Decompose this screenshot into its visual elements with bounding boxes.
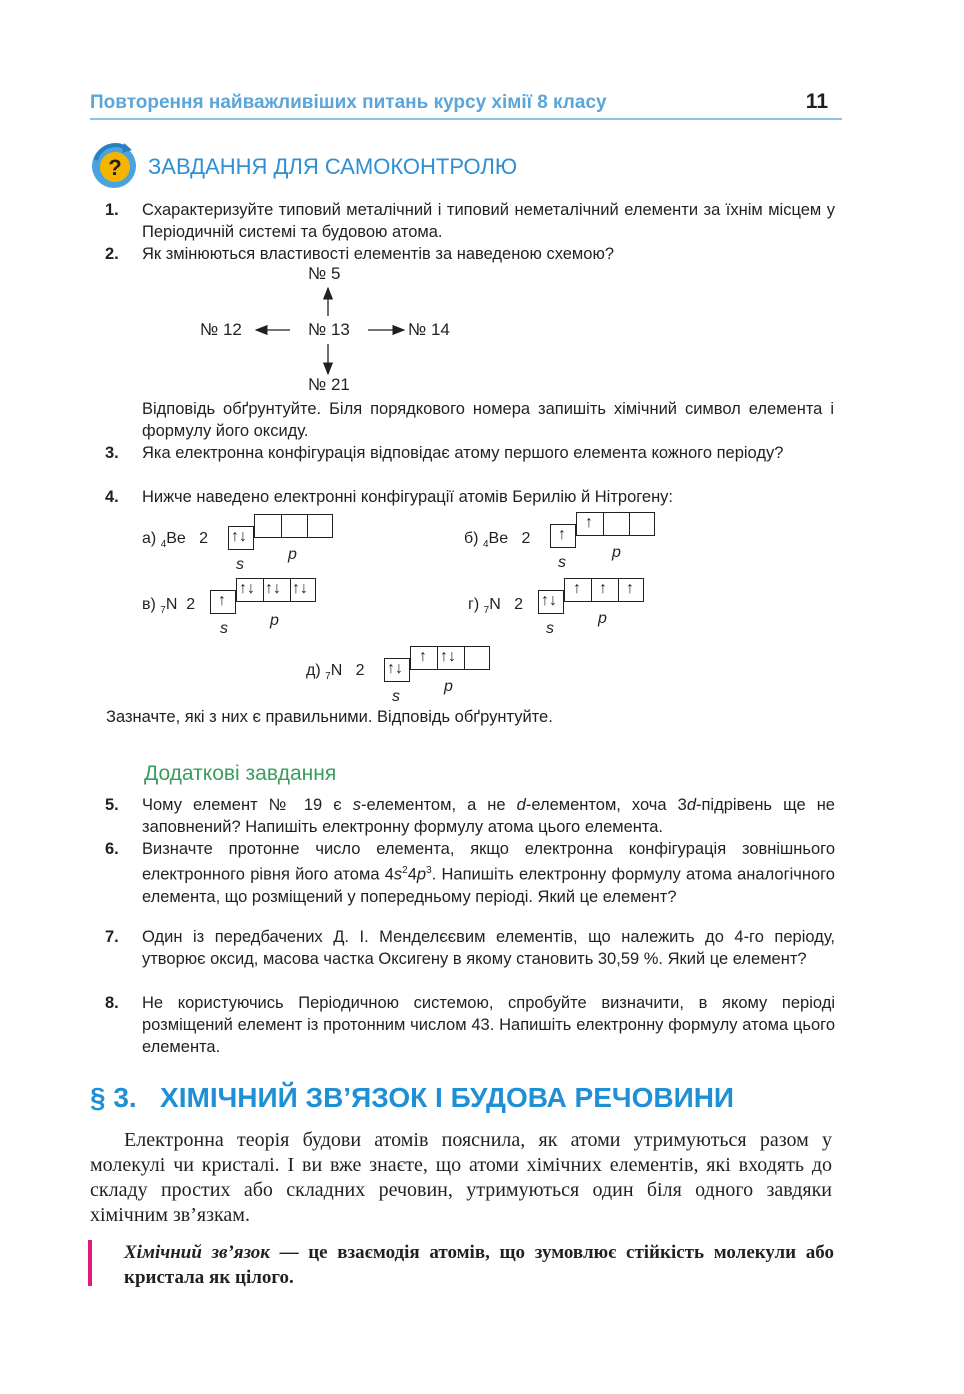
task-3 xyxy=(105,442,835,486)
config-d-label: д) $_7$N 2 xyxy=(306,662,365,682)
definition-term: Хімічний зв’язок xyxy=(124,1242,270,1263)
task-number: 1. xyxy=(105,201,119,219)
config-b-label: б) $_4$Be 2 xyxy=(464,530,531,550)
task-number: 2. xyxy=(105,245,119,263)
section-title: § 3. ХІМІЧНИЙ ЗВ’ЯЗОК І БУДОВА РЕЧОВИНИ xyxy=(90,1082,735,1113)
scheme-bottom: № 21 xyxy=(308,375,350,394)
s-label: s xyxy=(546,620,554,637)
task-number: 5. xyxy=(105,796,119,814)
definition-marker xyxy=(88,1240,92,1286)
task-7 xyxy=(105,926,835,992)
task-number: 7. xyxy=(105,928,119,946)
scheme-right: № 14 xyxy=(408,320,450,339)
scheme-top: № 5 xyxy=(308,264,341,283)
header-title: Повторення найважливіших питань курсу хімії 8 класу xyxy=(90,92,607,113)
config-a-label: а) $_4$Be 2 xyxy=(142,530,209,550)
definition xyxy=(124,1240,834,1290)
p-label: p xyxy=(444,678,453,695)
task4-followup: Зазначте, які з них є правильними. Відповідь обґрунтуйте. xyxy=(106,708,553,726)
task-text: Яка електронна конфігурація відповідає атому першого елемента кожного періоду? xyxy=(142,444,784,462)
task-4 xyxy=(105,486,835,508)
p-orbital-cells xyxy=(254,514,333,538)
p-orbital-cells: ↑↓ ↑↓ ↑↓ xyxy=(236,578,316,602)
scheme-arrows xyxy=(0,0,964,400)
s-orbital-cell: ↑↓ xyxy=(384,658,410,682)
p-label: p xyxy=(270,612,279,629)
s-label: s xyxy=(220,620,228,637)
task-text: Чому елемент № 19 є s-елементом, а не d-елементом, хоча 3d-підрівень ще не заповнений? Напишіть електронну формулу атома цього елемента. xyxy=(142,796,835,836)
selfcheck-title: ЗАВДАННЯ ДЛЯ САМОКОНТРОЛЮ xyxy=(148,154,518,179)
s-label: s xyxy=(392,688,400,705)
s-orbital-cell: ↑↓ xyxy=(228,526,254,550)
task-number: 3. xyxy=(105,444,119,462)
section-paragraph: Електронна теорія будови атомів пояснила, як атоми утримуються разом у молекулі чи кристалі. І ви вже знаєте, що атоми хімічних елементів, які входять до складу простих або складних речовин, утримуються один біля одного завдяки хімічним зв’язкам. xyxy=(90,1129,832,1226)
s-orbital-cell: ↑↓ xyxy=(538,590,564,614)
task-text: Як змінюються властивості елементів за наведеною схемою? xyxy=(142,245,615,263)
task-text: Нижче наведено електронні конфігурації атомів Берилію й Нітрогену: xyxy=(142,488,674,506)
task-6 xyxy=(105,838,835,926)
task-text: Схарактеризуйте типовий металічний і типовий неметалічний елементи за їхнім місцем у Періодичній системі та будовою атома. xyxy=(142,201,835,241)
p-orbital-cells: ↑ ↑ ↑ xyxy=(564,578,644,602)
svg-text:?: ? xyxy=(108,155,122,180)
task-text: Визначте протонне число елемента, якщо електронна конфігурація зовнішнього електронного рівня його атома $4s^24p^3$. Напишіть електронну формулу атома аналогічного елемента, що розміщений у попередньому періоді. Який це елемент? xyxy=(142,840,835,906)
task2-followup: Відповідь обґрунтуйте. Біля порядкового номера запишіть хімічний символ елемента і формулу його оксиду. xyxy=(142,400,834,440)
s-orbital-cell: ↑ xyxy=(550,524,576,548)
s-orbital-cell: ↑ xyxy=(210,590,236,614)
s-label: s xyxy=(236,556,244,573)
definition-text: — це взаємодія атомів, що зумовлює стійкість молекули або кристала як цілого. xyxy=(124,1242,834,1288)
p-orbital-cells: ↑ xyxy=(576,512,655,536)
s-label: s xyxy=(558,554,566,571)
p-label: p xyxy=(598,610,607,627)
config-v-label: в) $_7$N 2 xyxy=(142,596,196,616)
scheme-left: № 12 xyxy=(200,320,242,339)
task-5 xyxy=(105,794,835,838)
scheme-center: № 13 xyxy=(308,320,350,339)
page-number: 11 xyxy=(805,90,828,113)
p-orbital-cells: ↑ ↑↓ xyxy=(410,646,490,670)
extra-tasks-title: Додаткові завдання xyxy=(144,762,337,785)
task-number: 6. xyxy=(105,840,119,858)
p-label: p xyxy=(288,546,297,563)
task-number: 8. xyxy=(105,994,119,1012)
p-label: p xyxy=(612,544,621,561)
task-text: Не користуючись Періодичною системою, спробуйте визначити, в якому періоді розміщений елемент із протонним числом 43. Напишіть електронну формулу атома цього елемента. xyxy=(142,994,835,1056)
task-text: Один із передбачених Д. І. Менделєєвим елементів, що належить до 4-го періоду, утворює оксид, масова частка Оксигену в якому становить 30,59 %. Який це елемент? xyxy=(142,928,835,968)
config-g-label: г) $_7$N 2 xyxy=(468,596,523,616)
task-8 xyxy=(105,992,835,1058)
task-number: 4. xyxy=(105,488,119,506)
